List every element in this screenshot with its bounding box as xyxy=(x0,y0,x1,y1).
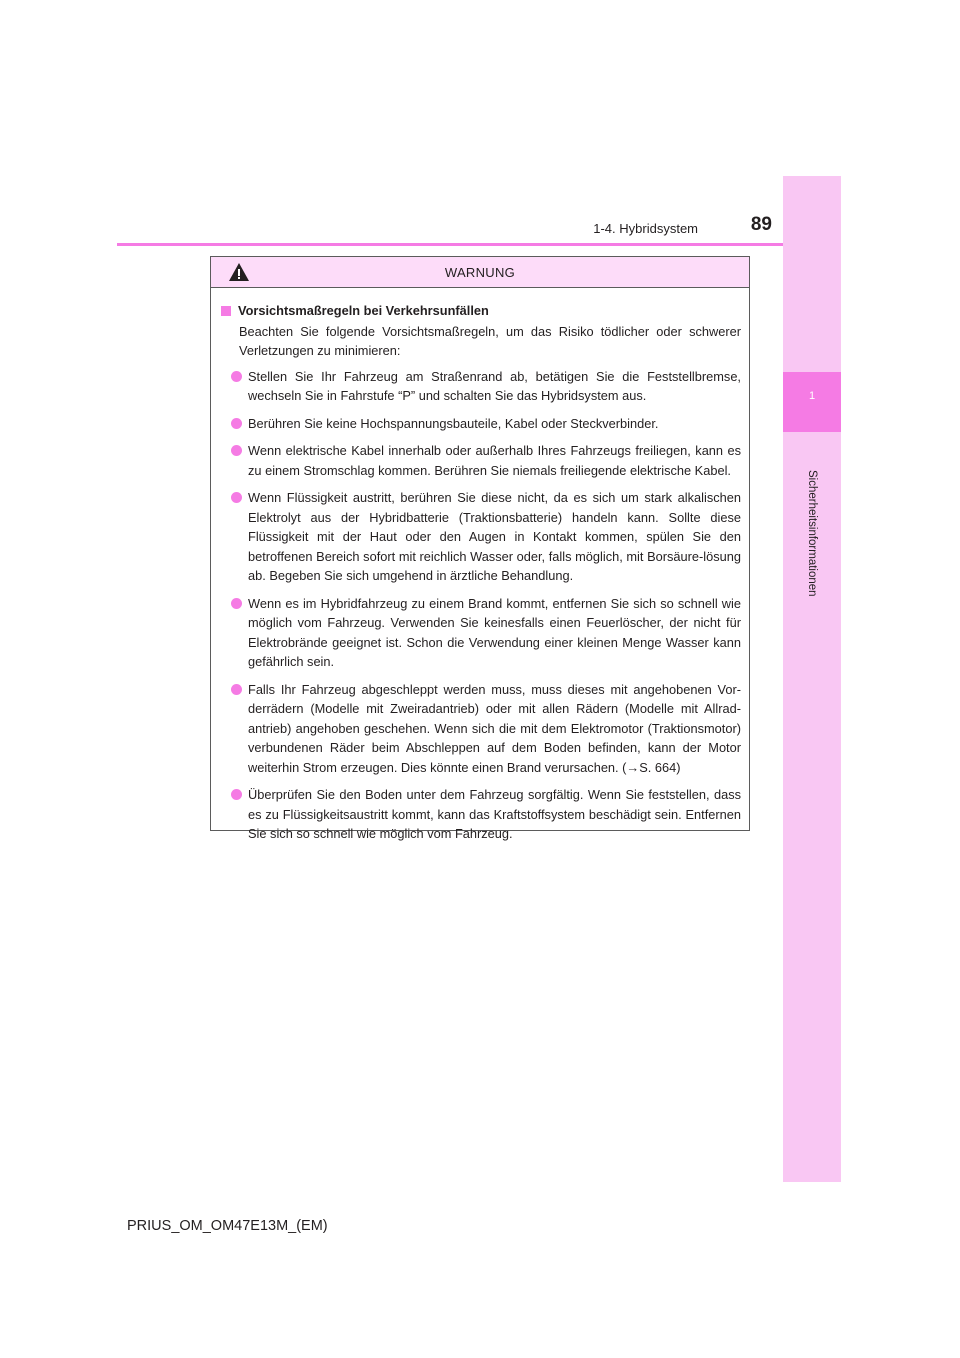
list-item-text: Überprüfen Sie den Boden unter dem Fahrzeug sorgfältig. Wenn Sie feststellen, dass es zu Flüssigkeitsaustritt kommt, kann das Kraftstoffsystem beschädigt sein. Entfernen Sie sich so schnell wie möglich vom Fahrzeug. xyxy=(248,787,741,841)
circle-bullet-icon xyxy=(231,445,242,456)
warning-triangle-icon xyxy=(228,262,250,282)
list-item-text: Wenn elektrische Kabel innerhalb oder außerhalb Ihres Fahrzeugs freiliegen, kann es zu einem Stromschlag kommen. Berühren Sie niemals freiliegende elektrische Kabel. xyxy=(248,443,741,478)
circle-bullet-icon xyxy=(231,492,242,503)
list-item-text: Berühren Sie keine Hochspannungsbauteile, Kabel oder Steckverbinder. xyxy=(248,415,659,431)
warning-content xyxy=(211,288,749,844)
circle-bullet-icon xyxy=(231,789,242,800)
list-item-text: Wenn es im Hybridfahrzeug zu einem Brand kommt, entfernen Sie sich so schnell wie möglich vom Fahrzeug. Verwenden Sie keinesfalls einen Feuerlöscher, der nicht für Elektrobrände geeignet ist. Schon die Verwendung einer kleinen Menge Wasser kann gefährlich sein. xyxy=(248,595,741,669)
list-item xyxy=(221,367,741,406)
document-code: PRIUS_OM_OM47E13M_(EM) xyxy=(127,1218,328,1234)
circle-bullet-icon xyxy=(231,371,242,382)
page-number: 89 xyxy=(750,214,772,235)
list-item xyxy=(221,414,741,434)
list-item xyxy=(221,680,741,778)
warning-heading xyxy=(221,301,741,321)
circle-bullet-icon xyxy=(231,684,242,695)
chapter-number: 1 xyxy=(808,390,816,402)
list-item-text: Wenn Flüssigkeit austritt, berühren Sie diese nicht, da es sich um stark alkalischen Elektrolyt aus der Hybridbatterie (Traktionsbatterie) handeln kann. Sollte diese Flüssigkeit mit der Haut oder den Augen in Kontakt kommen, spülen Sie den betroffenen Bereich sofort mit reichlich Wasser oder, falls möglich, mit Borsäure-lösung ab. Begeben Sie sich umgehend in ärztliche Behandlung. xyxy=(248,490,741,583)
warning-header xyxy=(211,257,749,288)
side-tab-chapter-marker xyxy=(783,372,841,432)
square-bullet-icon xyxy=(221,306,231,316)
header-rule xyxy=(117,243,783,246)
list-item-text: Falls Ihr Fahrzeug abgeschleppt werden muss, muss dieses mit angehobenen Vor-derrädern (Modelle mit Zweiradantrieb) oder mit allen Rädern (Modelle mit Allrad-antrieb) angehoben geschehen. Wenn sich die mit dem Elektromotor (Traktionsmotor) verbundenen Räder beim Abschleppen auf dem Boden befinden, kann der Motor weiterhin Strom erzeugen. Dies könnte einen Brand verursachen. (→S. 664) xyxy=(248,681,741,775)
list-item xyxy=(221,441,741,480)
list-item xyxy=(221,488,741,586)
chapter-title: Sicherheitsinformationen xyxy=(806,470,818,597)
list-item xyxy=(221,785,741,844)
side-tab xyxy=(783,176,841,1182)
warning-box xyxy=(210,256,750,841)
section-title: 1-4. Hybridsystem xyxy=(593,221,698,236)
warning-intro: Beachten Sie folgende Vorsichtsmaßregeln, um das Risiko tödlicher oder schwerer Verletzungen zu minimieren: xyxy=(239,323,741,358)
list-item xyxy=(221,594,741,672)
circle-bullet-icon xyxy=(231,418,242,429)
warning-label: WARNUNG xyxy=(444,264,516,280)
circle-bullet-icon xyxy=(231,598,242,609)
list-item-text: Stellen Sie Ihr Fahrzeug am Straßenrand ab, betätigen Sie die Feststellbremse, wechseln Sie in Fahrstufe “P” und schalten Sie das Hybridsystem aus. xyxy=(248,368,741,403)
warning-heading-text: Vorsichtsmaßregeln bei Verkehrsunfällen xyxy=(238,303,489,318)
